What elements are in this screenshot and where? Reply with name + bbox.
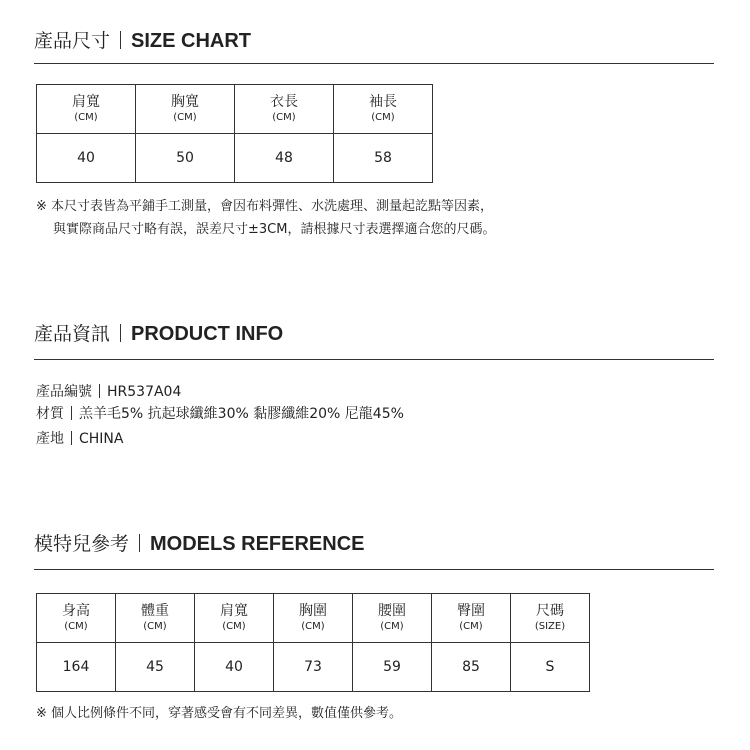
size-note-line-2: 與實際商品尺寸略有誤，誤差尺寸±3CM，請根據尺寸表選擇適合您的尺碼。 [53,222,496,237]
size-chart-title-zh: 產品尺寸 [34,30,111,52]
info-row-origin [36,428,123,448]
title-divider [139,534,140,552]
size-chart-note [36,195,495,241]
models-value-row [37,643,590,692]
models-reference-rule [34,569,714,570]
size-chart-title [34,29,251,53]
info-label: 產地 [36,431,64,447]
models-value-cell: 85 [432,643,511,692]
title-divider [120,31,121,49]
info-value: HR537A04 [107,384,182,400]
models-reference-table [36,593,590,692]
size-header-cell: 胸寬 (CM) [136,85,235,134]
info-label: 材質 [36,406,64,422]
models-reference-note: ※ 個人比例條件不同，穿著感受會有不同差異，數值僅供參考。 [36,706,403,721]
info-label: 產品編號 [36,384,92,400]
models-header-cell: 腰圍 (CM) [353,594,432,643]
models-header-cell: 體重 (CM) [116,594,195,643]
info-divider [71,406,72,420]
info-divider [71,431,72,445]
models-reference-title-en: MODELS REFERENCE [150,533,365,555]
models-value-cell: 45 [116,643,195,692]
models-header-cell: 胸圍 (CM) [274,594,353,643]
models-value-cell: 40 [195,643,274,692]
info-value: CHINA [79,431,124,447]
size-chart-table [36,84,433,183]
models-value-cell: 59 [353,643,432,692]
size-value-cell: 50 [136,134,235,183]
size-chart-rule [34,63,714,64]
size-header-cell: 肩寬 (CM) [37,85,136,134]
models-header-cell: 尺碼 (SIZE) [511,594,590,643]
info-row-product-number [36,381,181,401]
models-header-cell: 身高 (CM) [37,594,116,643]
size-header-cell: 衣長 (CM) [235,85,334,134]
info-row-material [36,403,404,423]
product-info-title [34,322,283,346]
models-value-cell: 164 [37,643,116,692]
models-header-row [37,594,590,643]
models-reference-title-zh: 模特兒參考 [34,533,130,555]
models-reference-title [34,532,364,556]
size-header-cell: 袖長 (CM) [334,85,433,134]
size-note-line-1: ※ 本尺寸表皆為平鋪手工測量，會因布料彈性、水洗處理、測量起訖點等因素， [36,199,494,214]
size-chart-title-en: SIZE CHART [131,30,252,52]
models-value-cell: S [511,643,590,692]
models-value-cell: 73 [274,643,353,692]
size-chart-value-row [37,134,433,183]
product-info-title-zh: 產品資訊 [34,323,111,345]
info-value: 羔羊毛5% 抗起球纖維30% 黏膠纖維20% 尼龍45% [79,406,404,422]
models-header-cell: 肩寬 (CM) [195,594,274,643]
size-value-cell: 48 [235,134,334,183]
product-info-rule [34,359,714,360]
title-divider [120,324,121,342]
product-info-title-en: PRODUCT INFO [131,323,284,345]
size-value-cell: 40 [37,134,136,183]
size-value-cell: 58 [334,134,433,183]
info-divider [99,384,100,398]
models-header-cell: 臀圍 (CM) [432,594,511,643]
size-chart-header-row [37,85,433,134]
